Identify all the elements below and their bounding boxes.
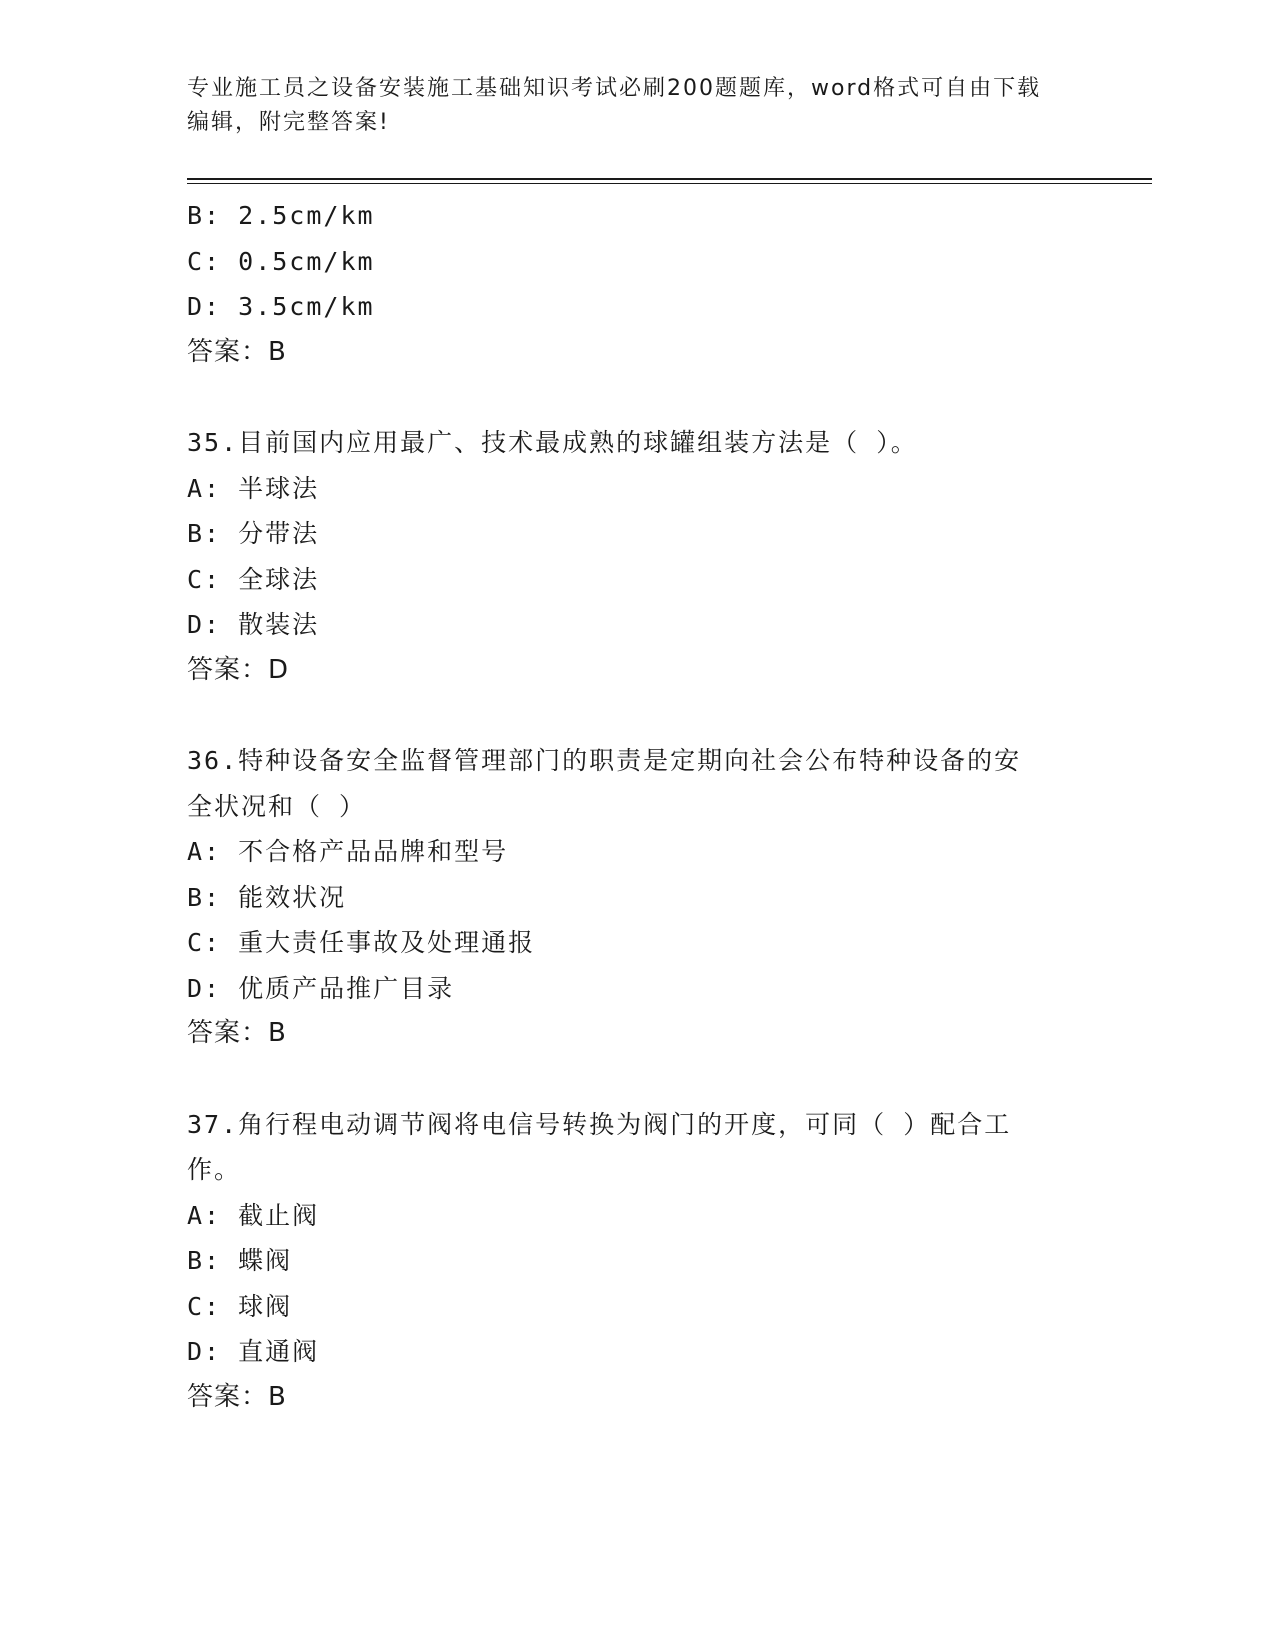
question-stem-line-2: 全状况和（ ）: [187, 791, 367, 821]
option-b: B: 分带法: [187, 519, 320, 548]
header-divider-thick: [187, 178, 1152, 180]
answer-line: 答案：B: [187, 1018, 287, 1048]
header-title-line-2: 编辑，附完整答案!: [187, 110, 390, 135]
option-d: D: 3.5cm/km: [187, 292, 375, 321]
question-36: [187, 738, 1087, 1057]
option-b: B: 蝶阀: [187, 1246, 293, 1275]
option-c: C: 重大责任事故及处理通报: [187, 928, 536, 957]
question-stem-line-1: 36.特种设备安全监督管理部门的职责是定期向社会公布特种设备的安: [187, 746, 1022, 775]
option-d: D: 优质产品推广目录: [187, 973, 455, 1003]
option-a: A: 半球法: [187, 473, 320, 503]
answer-line: 答案：D: [187, 654, 290, 685]
question-37: [187, 1102, 1087, 1421]
question-34-continued: [187, 193, 1087, 375]
question-stem-line-2: 作。: [187, 1155, 242, 1184]
option-c: C: 全球法: [187, 564, 320, 594]
answer-line: 答案：B: [187, 336, 287, 367]
question-stem: 35.目前国内应用最广、技术最成熟的球罐组装方法是（ ）。: [187, 428, 918, 457]
answer-line: 答案：B: [187, 1381, 287, 1412]
option-c: C: 0.5cm/km: [187, 246, 375, 276]
header-title-line-1: 专业施工员之设备安装施工基础知识考试必刷200题题库，word格式可自由下载: [187, 76, 1042, 101]
question-35: [187, 420, 1087, 693]
option-a: A: 不合格产品品牌和型号: [187, 837, 509, 866]
question-stem-line-1: 37.角行程电动调节阀将电信号转换为阀门的开度，可同（ ）配合工: [187, 1109, 1012, 1139]
option-a: A: 截止阀: [187, 1200, 320, 1230]
option-b: B: 2.5cm/km: [187, 201, 375, 230]
header-divider-thin: [187, 183, 1152, 184]
option-d: D: 散装法: [187, 610, 320, 639]
document-header: [187, 72, 1067, 140]
option-c: C: 球阀: [187, 1291, 293, 1321]
option-d: D: 直通阀: [187, 1337, 320, 1366]
question-list: [187, 193, 1087, 1420]
option-b: B: 能效状况: [187, 882, 347, 912]
